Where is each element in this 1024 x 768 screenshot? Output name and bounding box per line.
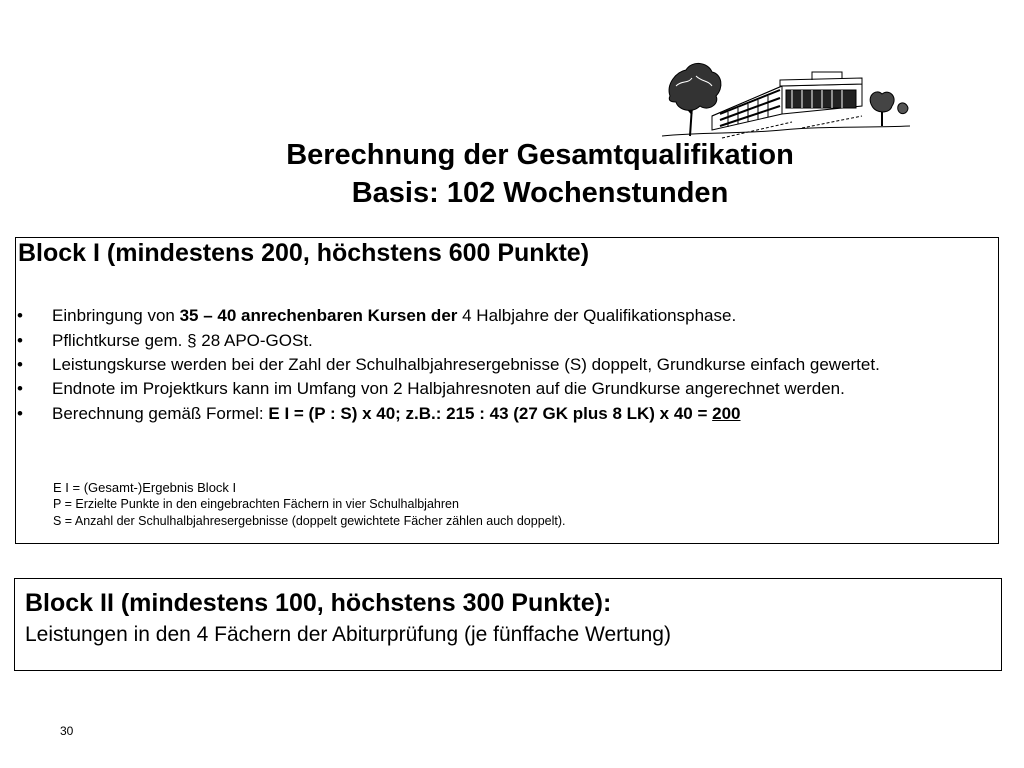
item-text-bold: 35 – 40 anrechenbaren Kursen der [179,306,458,325]
item-text: Pflichtkurse gem. § 28 APO-GOSt. [52,331,313,350]
block-2-heading: Block II (mindestens 100, höchstens 300 Punkte): [25,589,612,617]
formula-note: S = Anzahl der Schulhalbjahresergebnisse (doppelt gewichtete Fächer zählen auch doppelt). [53,514,566,528]
slide-title [180,136,900,212]
list-item [16,404,976,423]
block-1-heading: Block I (mindestens 200, höchstens 600 Punkte) [18,239,590,267]
bullet-icon: • [17,306,23,325]
item-text: Leistungskurse werden bei der Zahl der Schulhalbjahresergebnisse (S) doppelt, Grundkurse einfach gewertet. [52,355,880,374]
block-1-box [15,237,999,544]
item-text: 4 Halbjahre der Qualifikationsphase. [457,306,737,325]
bullet-icon: • [17,355,23,374]
title-line-2: Basis: 102 Wochenstunden [351,177,729,209]
formula-note: E I = (Gesamt-)Ergebnis Block I [53,480,237,495]
item-text: Einbringung von [52,306,180,325]
school-building-sketch-icon [662,56,910,140]
list-item [16,331,976,350]
block-2-text: Leistungen in den 4 Fächern der Abiturprüfung (je fünffache Wertung) [25,623,671,646]
block-2-box [14,578,1002,671]
page-number: 30 [60,724,74,738]
formula-text: E I = (P : S) x 40; z.B.: 215 : 43 (27 GK plus 8 LK) x 40 = [268,404,713,423]
list-item [16,380,976,398]
bullet-icon: • [17,379,23,398]
block-1-bullet-list [16,306,976,429]
bullet-icon: • [17,404,23,423]
title-line-1: Berechnung der Gesamtqualifikation [286,139,794,171]
bullet-icon: • [17,331,23,350]
formula-notes [53,479,565,530]
list-item [16,356,976,374]
formula-result: 200 [712,404,741,423]
item-text: Endnote im Projektkurs kann im Umfang von 2 Halbjahresnoten auf die Grundkurse angerechnet werden. [52,379,845,398]
item-text: Berechnung gemäß Formel: [52,404,269,423]
list-item [16,306,976,325]
formula-note: P = Erzielte Punkte in den eingebrachten Fächern in vier Schulhalbjahren [53,497,459,511]
